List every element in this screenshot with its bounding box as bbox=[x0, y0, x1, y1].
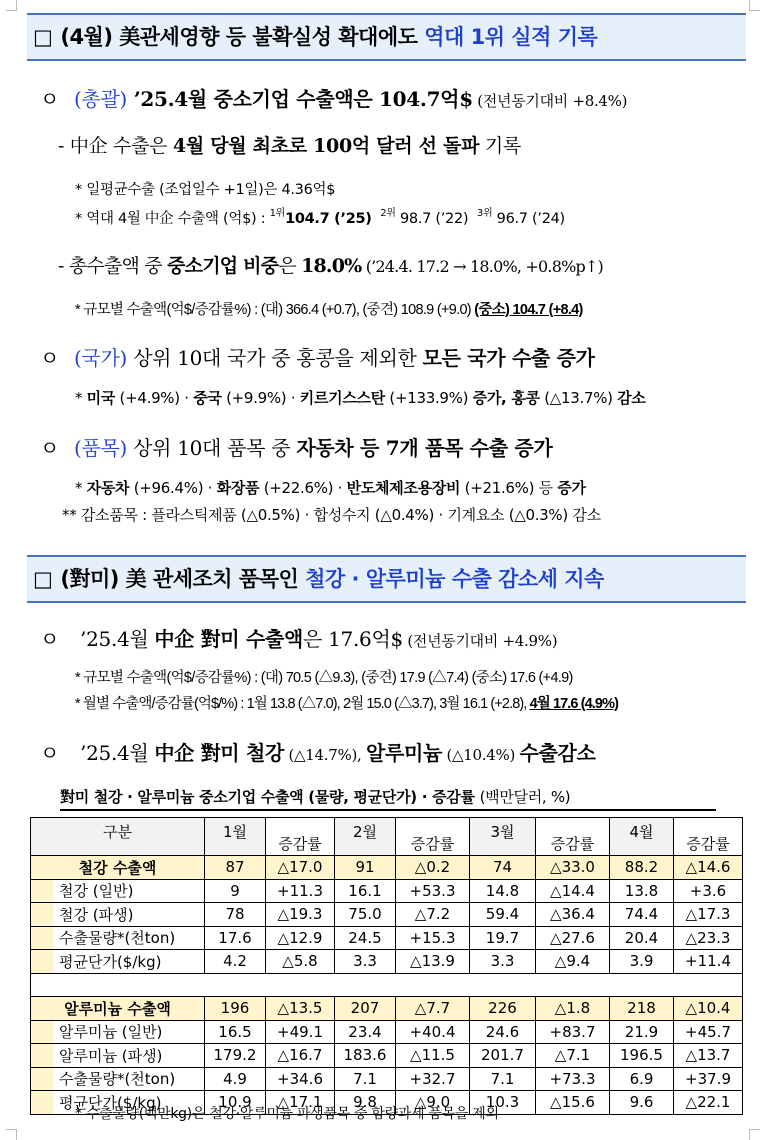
note-us-size-exports bbox=[75, 666, 573, 687]
table-cell: +3.6 bbox=[674, 879, 743, 903]
text-bold: 증가, bbox=[472, 389, 507, 407]
table-cell: △33.0 bbox=[536, 856, 610, 880]
table-cell: △15.6 bbox=[536, 1091, 610, 1115]
note-historic-ranks bbox=[75, 204, 565, 228]
text: (+22.6%) · bbox=[259, 479, 347, 497]
text-bold: 4월 당월 최초로 100억 달러 선 돌파 bbox=[172, 135, 480, 157]
table-title bbox=[60, 786, 716, 811]
section2-title-highlight: 철강 · 알루미늄 수출 감소세 지속 bbox=[305, 567, 604, 591]
table-cell: △7.1 bbox=[536, 1044, 610, 1068]
text: * 역대 4월 中企 수출액 (억$) : bbox=[75, 211, 270, 227]
table-cell: △36.4 bbox=[536, 903, 610, 927]
table-cell: 74.4 bbox=[610, 903, 674, 927]
row-label: 수출물량*(천ton) bbox=[31, 1067, 205, 1091]
steel-change: (△14.7%), bbox=[284, 746, 366, 764]
header-change: 증감률 bbox=[536, 818, 610, 856]
country-tag: (국가) bbox=[74, 346, 128, 370]
rank-3-value: 96.7 (’24) bbox=[492, 211, 565, 227]
checkbox-square-icon: □ bbox=[33, 567, 53, 591]
table-cell: △7.7 bbox=[396, 997, 470, 1021]
text: * 규모별 수출액(억$/증감률%) : (대) 366.4 (+0.7), (중견) 108.9 (+9.0) bbox=[75, 302, 475, 318]
note-us-monthly bbox=[75, 692, 618, 713]
table-cell: 23.4 bbox=[335, 1020, 396, 1044]
table-cell: +83.7 bbox=[536, 1020, 610, 1044]
header-month: 2월 bbox=[335, 818, 396, 856]
text: * 월별 수출액/증감률(억$/%) : 1월 13.8 (△7.0), 2월 15.0 (△3.7), 3월 16.1 (+2.8), bbox=[75, 696, 530, 712]
table-cell: 196.5 bbox=[610, 1044, 674, 1068]
item-semi-equipment: 반도체제조용장비 bbox=[346, 479, 461, 497]
table-cell: +49.1 bbox=[266, 1020, 335, 1044]
table-row bbox=[31, 1067, 743, 1091]
table-cell: 74 bbox=[470, 856, 536, 880]
table-cell: △11.5 bbox=[396, 1044, 470, 1068]
table-cell: 21.9 bbox=[610, 1020, 674, 1044]
page-corner-mark bbox=[749, 0, 760, 11]
text: (+9.9%) · bbox=[221, 389, 300, 407]
table-cell: 226 bbox=[470, 997, 536, 1021]
table-cell: 3.9 bbox=[610, 950, 674, 974]
table-cell: △23.3 bbox=[674, 926, 743, 950]
table-cell: 218 bbox=[610, 997, 674, 1021]
text: (+96.4%) · bbox=[129, 479, 217, 497]
summary-tag: (총괄) bbox=[74, 87, 128, 111]
table-cell: △13.7 bbox=[674, 1044, 743, 1068]
summary-yoy: (전년동기대비 +8.4%) bbox=[472, 92, 628, 110]
table-cell: 24.5 bbox=[335, 926, 396, 950]
table-row bbox=[31, 879, 743, 903]
page-corner-mark bbox=[749, 1129, 760, 1140]
text: 은 17.6억$ bbox=[303, 627, 403, 651]
table-cell: △10.4 bbox=[674, 997, 743, 1021]
table-cell: 4.9 bbox=[205, 1067, 266, 1091]
us-export-yoy: (전년동기대비 +4.9%) bbox=[402, 632, 558, 650]
table-cell: △14.4 bbox=[536, 879, 610, 903]
table-row bbox=[31, 903, 743, 927]
table-cell: 183.6 bbox=[335, 1044, 396, 1068]
header-month: 4월 bbox=[610, 818, 674, 856]
dash-icon: - bbox=[58, 255, 69, 277]
item-cosmetics: 화장품 bbox=[216, 479, 260, 497]
table-cell: +15.3 bbox=[396, 926, 470, 950]
row-label: 알루미늄 (파생) bbox=[31, 1044, 205, 1068]
table-cell: 4.2 bbox=[205, 950, 266, 974]
row-label: 수출물량*(천ton) bbox=[31, 926, 205, 950]
table-cell: 17.6 bbox=[205, 926, 266, 950]
table-cell: △13.5 bbox=[266, 997, 335, 1021]
text-bold: 中企 對미 수출액 bbox=[154, 627, 304, 651]
country-us: 미국 bbox=[86, 389, 116, 407]
table-row bbox=[31, 950, 743, 974]
rank-2: 2위 bbox=[380, 208, 396, 219]
table-unit: (백만달러, %) bbox=[479, 788, 571, 806]
steel-alu-bullet bbox=[40, 737, 596, 766]
table-row bbox=[31, 1044, 743, 1068]
alu-change: (△10.4%) bbox=[442, 746, 520, 764]
text-bold: 증가 bbox=[557, 479, 586, 497]
row-label: 철강 (파생) bbox=[31, 903, 205, 927]
table-cell: 19.7 bbox=[470, 926, 536, 950]
table-row bbox=[31, 1020, 743, 1044]
table-cell: 75.0 bbox=[335, 903, 396, 927]
table-cell: 78 bbox=[205, 903, 266, 927]
steel-aluminum-table bbox=[30, 817, 743, 1115]
row-label: 평균단가($/kg) bbox=[31, 950, 205, 974]
country-hk: 홍콩 bbox=[506, 389, 540, 407]
section1-title: (4월) 美관세영향 등 불확실성 확대에도 bbox=[60, 25, 425, 49]
table-cell: +73.3 bbox=[536, 1067, 610, 1091]
table-cell: △17.1 bbox=[266, 1091, 335, 1115]
table-cell: 24.6 bbox=[470, 1020, 536, 1044]
note-daily-avg: * 일평균수출 (조업일수 +1일)은 4.36억$ bbox=[75, 182, 336, 198]
note-countries bbox=[75, 387, 646, 408]
item-tag: (품목) bbox=[74, 436, 128, 460]
table-cell: 88.2 bbox=[610, 856, 674, 880]
table-cell: 10.9 bbox=[205, 1091, 266, 1115]
sub-point-share bbox=[58, 251, 603, 278]
table-cell: 3.3 bbox=[335, 950, 396, 974]
table-cell: +11.3 bbox=[266, 879, 335, 903]
text: 은 bbox=[278, 255, 302, 277]
table-cell: 59.4 bbox=[470, 903, 536, 927]
table-cell: △22.1 bbox=[674, 1091, 743, 1115]
row-label: 알루미늄 수출액 bbox=[31, 997, 205, 1021]
text: * bbox=[75, 389, 87, 407]
table-cell: 179.2 bbox=[205, 1044, 266, 1068]
section2-heading bbox=[27, 555, 746, 603]
rank-1-value: 104.7 (’25) bbox=[285, 211, 372, 227]
circle-bullet-icon: ㅇ bbox=[40, 87, 60, 111]
table-row bbox=[31, 856, 743, 880]
table-cell: 13.8 bbox=[610, 879, 674, 903]
header-label: 구분 bbox=[31, 818, 205, 856]
april-highlight: 4월 17.6 (4.9%) bbox=[529, 696, 619, 712]
text-bold: 中企 對미 철강 bbox=[154, 741, 285, 765]
text: * bbox=[75, 479, 87, 497]
row-label: 평균단가($/kg) bbox=[31, 1091, 205, 1115]
text-bold: 자동차 등 7개 품목 수출 증가 bbox=[296, 436, 553, 460]
text: (+133.9%) bbox=[384, 389, 473, 407]
item-bullet bbox=[40, 432, 552, 461]
country-bullet bbox=[40, 342, 595, 371]
table-cell: 6.9 bbox=[610, 1067, 674, 1091]
text-bold: 모든 국가 수출 증가 bbox=[422, 346, 595, 370]
summary-text: ’25.4월 중소기업 수출액은 104.7억$ bbox=[127, 87, 473, 111]
table-cell: △14.6 bbox=[674, 856, 743, 880]
header-change: 증감률 bbox=[396, 818, 470, 856]
table-cell: 20.4 bbox=[610, 926, 674, 950]
table-cell: △16.7 bbox=[266, 1044, 335, 1068]
sub-point-100b bbox=[58, 131, 521, 158]
rank-2-value: 98.7 (’22) bbox=[395, 211, 469, 227]
text-bold: 감소 bbox=[617, 389, 646, 407]
dash-icon: - bbox=[58, 135, 70, 157]
table-cell: 207 bbox=[335, 997, 396, 1021]
table-cell: 91 bbox=[335, 856, 396, 880]
table-cell: 16.1 bbox=[335, 879, 396, 903]
table-row bbox=[31, 926, 743, 950]
table-cell: △19.3 bbox=[266, 903, 335, 927]
row-label: 철강 수출액 bbox=[31, 856, 205, 880]
header-month: 3월 bbox=[470, 818, 536, 856]
page-corner-mark bbox=[6, 1129, 17, 1140]
circle-bullet-icon: ㅇ bbox=[40, 436, 60, 460]
text: ’25.4월 bbox=[74, 741, 155, 765]
text: 총수출액 중 bbox=[68, 255, 168, 277]
us-export-bullet bbox=[40, 623, 557, 652]
table-cell: +32.7 bbox=[396, 1067, 470, 1091]
table-cell: 201.7 bbox=[470, 1044, 536, 1068]
table-row bbox=[31, 997, 743, 1021]
table-cell: △12.9 bbox=[266, 926, 335, 950]
item-car: 자동차 bbox=[86, 479, 130, 497]
circle-bullet-icon: ㅇ bbox=[40, 741, 60, 765]
text: 기록 bbox=[479, 135, 521, 157]
text-bold: 중소기업 비중 bbox=[167, 255, 279, 277]
table-cell: 10.3 bbox=[470, 1091, 536, 1115]
table-cell: △0.2 bbox=[396, 856, 470, 880]
table-cell: △9.0 bbox=[396, 1091, 470, 1115]
header-change: 증감률 bbox=[266, 818, 335, 856]
table-cell: △7.2 bbox=[396, 903, 470, 927]
header-change: 증감률 bbox=[674, 818, 743, 856]
table-cell: 16.5 bbox=[205, 1020, 266, 1044]
table-cell: △5.8 bbox=[266, 950, 335, 974]
table-cell: △13.9 bbox=[396, 950, 470, 974]
summary-bullet bbox=[40, 83, 627, 112]
text: 상위 10대 품목 중 bbox=[127, 436, 297, 460]
table-cell: 9.6 bbox=[610, 1091, 674, 1115]
table-gap bbox=[31, 973, 743, 997]
table-cell: 3.3 bbox=[470, 950, 536, 974]
sme-highlight: (중소) 104.7 (+8.4) bbox=[474, 302, 583, 318]
country-cn: 중국 bbox=[193, 389, 222, 407]
rank-1: 1위 bbox=[269, 208, 286, 219]
table-cell: 7.1 bbox=[335, 1067, 396, 1091]
text: 中企 수출은 bbox=[69, 135, 173, 157]
rank-3: 3위 bbox=[476, 208, 493, 219]
table-cell: +40.4 bbox=[396, 1020, 470, 1044]
table-cell: 7.1 bbox=[470, 1067, 536, 1091]
page-corner-mark bbox=[6, 0, 17, 11]
table-cell: △1.8 bbox=[536, 997, 610, 1021]
table-cell: +53.3 bbox=[396, 879, 470, 903]
section2-title: (對미) 美 관세조치 품목인 bbox=[60, 567, 306, 591]
text: ’25.4월 bbox=[74, 627, 155, 651]
text: (+21.6%) 등 bbox=[460, 479, 558, 497]
country-kg: 키르기스스탄 bbox=[299, 389, 385, 407]
table-title-text: 對미 철강 · 알루미늄 중소기업 수출액 (물량, 평균단가) · 증감률 bbox=[60, 788, 480, 806]
section1-title-highlight: 역대 1위 실적 기록 bbox=[424, 25, 598, 49]
text-bold: 알루미늄 bbox=[365, 741, 443, 765]
section1-heading bbox=[27, 13, 746, 61]
note-size-exports bbox=[75, 298, 583, 319]
table-cell: 14.8 bbox=[470, 879, 536, 903]
table-cell: △17.3 bbox=[674, 903, 743, 927]
table-cell: 9.8 bbox=[335, 1091, 396, 1115]
table-footnote: * 수출물량(백만kg)은 철강·알루미늄 파생품목 중 함량과세 품목을 제외 bbox=[75, 1106, 499, 1122]
text: * 규모별 수출액(억$/증감률%) : (대) 70.5 (△9.3), (중견) 17.9 (△7.4) (중소) 17.6 (+4.9) bbox=[75, 670, 573, 686]
checkbox-square-icon: □ bbox=[33, 25, 53, 49]
table-cell: 87 bbox=[205, 856, 266, 880]
table-cell: △17.0 bbox=[266, 856, 335, 880]
table-cell: 196 bbox=[205, 997, 266, 1021]
table-cell: +34.6 bbox=[266, 1067, 335, 1091]
note-decreasing-items: ** 감소품목 : 플라스틱제품 (△0.5%) · 합성수지 (△0.4%) · 기계요소 (△0.3%) 감소 bbox=[62, 506, 601, 524]
row-label: 철강 (일반) bbox=[31, 879, 205, 903]
header-month: 1월 bbox=[205, 818, 266, 856]
text-bold: 수출감소 bbox=[519, 741, 596, 765]
share-change: (’24.4. 17.2 → 18.0%, +0.8%p↑) bbox=[361, 257, 603, 276]
circle-bullet-icon: ㅇ bbox=[40, 346, 60, 370]
text: (△13.7%) bbox=[539, 389, 618, 407]
share-value: 18.0% bbox=[301, 255, 362, 277]
table-cell: +11.4 bbox=[674, 950, 743, 974]
row-label: 알루미늄 (일반) bbox=[31, 1020, 205, 1044]
table-cell: 9 bbox=[205, 879, 266, 903]
circle-bullet-icon: ㅇ bbox=[40, 627, 60, 651]
table-cell: +45.7 bbox=[674, 1020, 743, 1044]
note-items bbox=[75, 477, 586, 498]
table-header-row bbox=[31, 818, 743, 856]
table-cell: △9.4 bbox=[536, 950, 610, 974]
table-cell: △27.6 bbox=[536, 926, 610, 950]
table-cell: +37.9 bbox=[674, 1067, 743, 1091]
text: (+4.9%) · bbox=[115, 389, 194, 407]
text: 상위 10대 국가 중 홍콩을 제외한 bbox=[127, 346, 423, 370]
